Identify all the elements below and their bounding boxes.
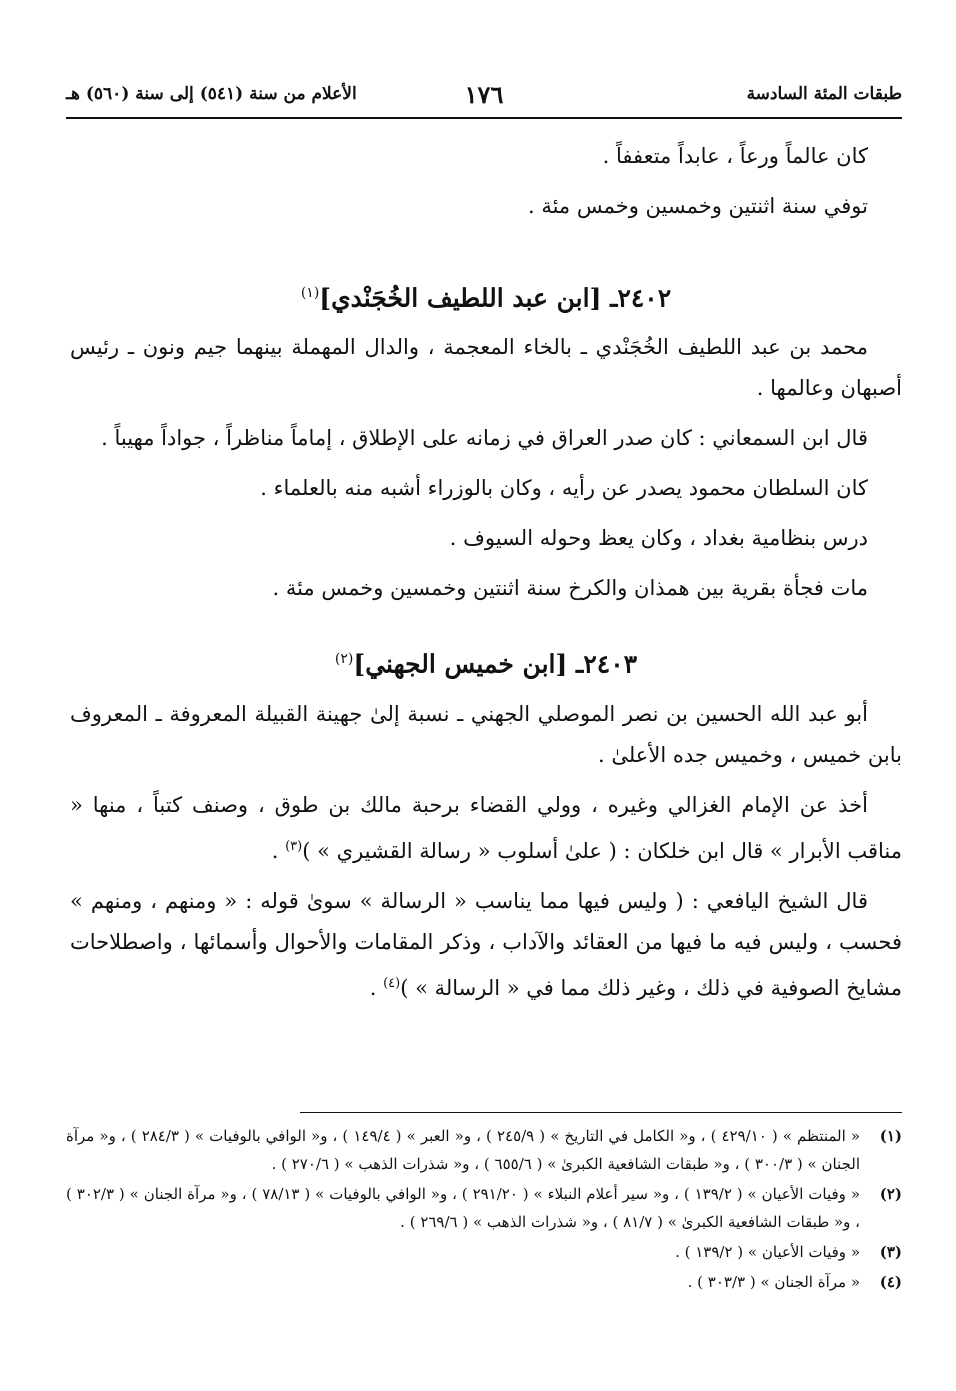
entry-2403-footnote-ref: (٢) xyxy=(334,651,354,668)
footnote-number: (١) xyxy=(879,1127,902,1145)
entry-2402-footnote-ref: (١) xyxy=(300,285,320,301)
footnote-number: (٢) xyxy=(879,1185,902,1203)
header-book-title: طبقات المئة السادسة xyxy=(746,84,902,104)
entry-2403-para-2-end: . xyxy=(271,838,286,863)
entry-2403-para-3 xyxy=(70,881,902,1009)
footnote-ref-4: (٤) xyxy=(383,975,401,991)
main-text xyxy=(70,136,902,1009)
page-number: ١٧٦ xyxy=(464,80,504,109)
footnote-2 xyxy=(66,1180,902,1236)
footnotes xyxy=(66,1122,902,1298)
footnote-3 xyxy=(66,1238,902,1266)
entry-2402-para-4: درس بنظامية بغداد ، وكان يعظ وحوله السيوف . xyxy=(449,526,868,551)
footnote-1 xyxy=(66,1122,902,1178)
entry-2402-para-5: مات فجأة بقرية بين همذان والكرخ سنة اثنتين وخمسين وخمس مئة . xyxy=(272,576,868,601)
entry-2403-title-text: ٢٤٠٣ـ [ابن خميس الجهني] xyxy=(353,649,638,679)
entry-2403-para-3-text: قال الشيخ اليافعي : ( وليس فيها مما يناسب « الرسالة » سوىٰ قوله : « ومنهم ، ومنهم » فحسب ، وليس فيه ما فيها من العقائد والآداب ، وذكر المقامات والأحوال وأسمائها ، واصطلاحات مشايخ الصوفية في ذلك ، وغير ذلك مما في « الرسالة » ) xyxy=(70,888,902,1000)
footnote-number: (٤) xyxy=(879,1273,902,1291)
entry-2402-title xyxy=(70,273,902,318)
entry-2402-para-2: قال ابن السمعاني : كان صدر العراق في زمانه على الإطلاق ، إماماً مناظراً ، جواداً مهيباً . xyxy=(101,426,868,451)
entry-2403-para-3-end: . xyxy=(369,975,384,1000)
entry-2403-para-1: أبو عبد الله الحسين بن نصر الموصلي الجهني ـ نسبة إلىٰ جهينة القبيلة المعروفة ـ المعروف بابن خميس ، وخميس جده الأعلىٰ . xyxy=(70,701,902,767)
header-divider xyxy=(66,117,902,119)
footnote-text: « وفيات الأعيان » ( ١٣٩/٢ ) . xyxy=(675,1243,860,1261)
prev-entry-line-2: توفي سنة اثنتين وخمسين وخمس مئة . xyxy=(527,194,868,218)
entry-2403-para-2 xyxy=(70,785,902,872)
entry-2402-para-1: محمد بن عبد اللطيف الخُجَنْدي ـ بالخاء المعجمة ، والدال المهملة بينهما جيم ونون ـ رئيس أصبهان وعالمها . xyxy=(70,335,902,401)
entry-2403-para-2-text: أخذ عن الإمام الغزالي وغيره ، وولي القضاء برحبة مالك بن طوق ، وصنف كتباً ، منها « مناقب الأبرار » قال ابن خلكان : ( علىٰ أسلوب « رسالة القشيري » ) xyxy=(70,792,902,863)
entry-2402-title-text: ٢٤٠٢ـ [ابن عبد اللطيف الخُجَنْدي] xyxy=(319,283,672,313)
footnote-ref-3: (٣) xyxy=(285,838,303,854)
footnote-text: « وفيات الأعيان » ( ١٣٩/٢ ) ، و« سير أعلام النبلاء » ( ٢٩١/٢٠ ) ، و« الوافي بالوفيات » ( ٧٨/١٣ ) ، و« مرآة الجنان » ( ٣٠٢/٣ ) ، و« طبقات الشافعية الكبرىٰ » ( ٨١/٧ ) ، و« شذرات الذهب » ( ٢٦٩/٦ ) . xyxy=(66,1185,860,1231)
prev-entry-line-1: كان عالماً ورعاً ، عابداً متعففاً . xyxy=(602,144,868,168)
footnote-divider xyxy=(300,1112,902,1113)
footnote-text: « مرآة الجنان » ( ٣٠٣/٣ ) . xyxy=(687,1273,860,1291)
footnote-4 xyxy=(66,1268,902,1296)
entry-2403-title xyxy=(70,639,902,684)
running-header xyxy=(66,80,902,116)
entry-2402-para-3: كان السلطان محمود يصدر عن رأيه ، وكان بالوزراء أشبه منه بالعلماء . xyxy=(260,476,868,501)
header-year-range: الأعلام من سنة (٥٤١) إلى سنة (٥٦٠) هـ xyxy=(66,84,357,104)
footnote-number: (٣) xyxy=(879,1243,902,1261)
footnote-text: « المنتظم » ( ٤٢٩/١٠ ) ، و« الكامل في التاريخ » ( ٢٤٥/٩ ) ، و« العبر » ( ١٤٩/٤ ) ، و« الوافي بالوفيات » ( ٢٨٤/٣ ) ، و« مرآة الجنان » ( ٣٠٠/٣ ) ، و« طبقات الشافعية الكبرىٰ » ( ٦٥٥/٦ ) ، و« شذرات الذهب » ( ٢٧٠/٦ ) . xyxy=(66,1127,861,1173)
